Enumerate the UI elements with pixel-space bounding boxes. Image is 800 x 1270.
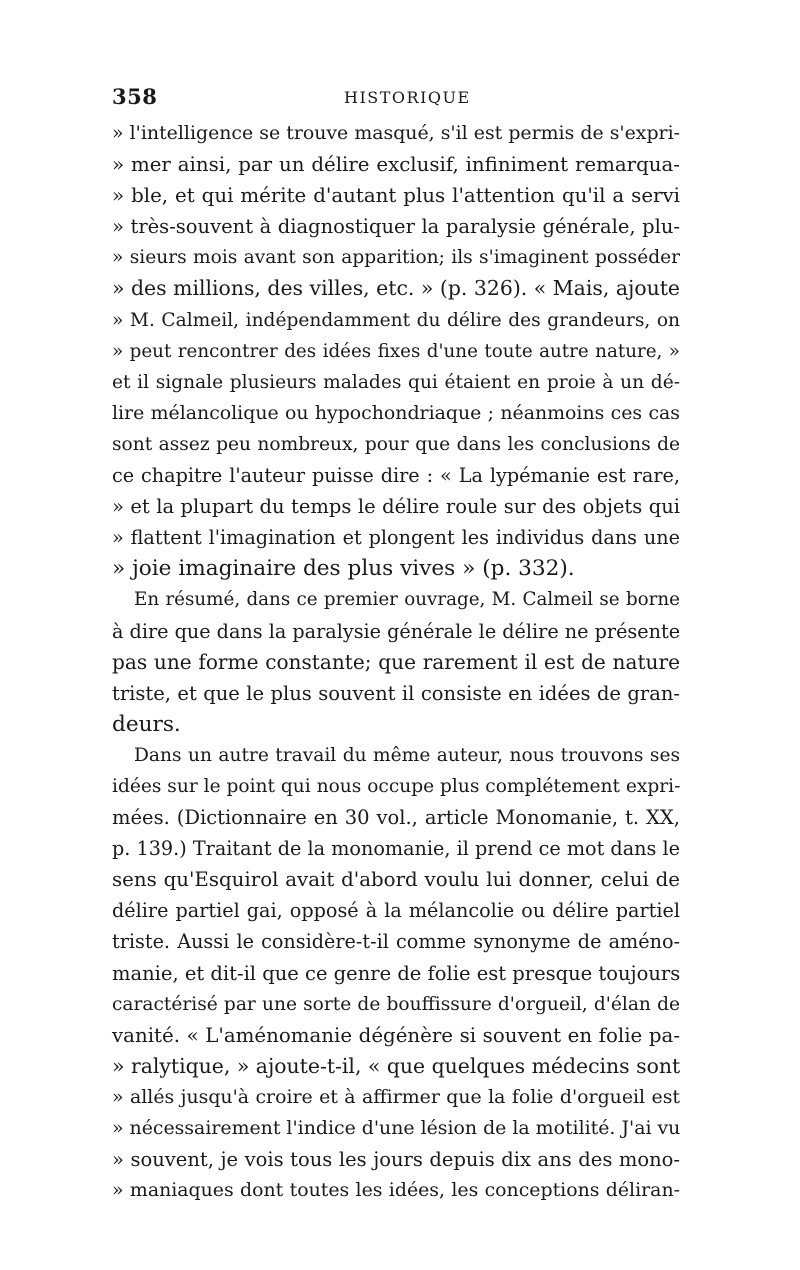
text-line: » allés jusqu'à croire et à affirmer que la folie d'orgueil est: [112, 1085, 680, 1108]
text-line: pas une forme constante; que rarement il est de nature: [112, 649, 680, 674]
text-line: » ralytique, » ajoute-t-il, « que quelques médecins sont: [112, 1053, 681, 1078]
body-text: [112, 118, 680, 1206]
text-line: vanité. « L'aménomanie dégénère si souvent en folie pa-: [112, 1023, 680, 1047]
page-number: 358: [112, 84, 158, 109]
text-line: mées. (Dictionnaire en 30 vol., article Monomanie, t. XX,: [112, 806, 680, 830]
text-line: » ble, et qui mérite d'autant plus l'attention qu'il a servi: [112, 184, 680, 208]
text-line: caractérisé par une sorte de bouffissure d'orgueil, d'élan de: [112, 993, 680, 1015]
text-line: » peut rencontrer des idées fixes d'une toute autre nature, »: [112, 340, 680, 362]
text-line: à dire que dans la paralysie générale le délire ne présente: [112, 619, 681, 643]
text-line: Dans un autre travail du même auteur, nous trouvons ses: [134, 744, 680, 766]
text-line: lire mélancolique ou hypochondriaque ; néanmoins ces cas: [112, 401, 680, 424]
text-line: idées sur le point qui nous occupe plus complétement expri-: [112, 775, 681, 797]
text-line: » sieurs mois avant son apparition; ils s'imaginent posséder: [112, 247, 680, 269]
text-line: » nécessairement l'indice d'une lésion de la motilité. J'ai vu: [112, 1117, 681, 1139]
text-line: et il signale plusieurs malades qui étaient en proie à un dé-: [112, 371, 680, 393]
text-line: » des millions, des villes, etc. » (p. 326). « Mais, ajoute: [112, 276, 680, 301]
text-line: sont assez peu nombreux, pour que dans les conclusions de: [112, 433, 680, 455]
text-line: » très-souvent à diagnostiquer la paralysie générale, plu-: [112, 215, 680, 239]
text-line: délire partiel gai, opposé à la mélancolie ou délire partiel: [112, 899, 680, 923]
text-line: » l'intelligence se trouve masqué, s'il est permis de s'expri-: [112, 122, 680, 144]
text-line: » joie imaginaire des plus vives » (p. 332).: [112, 556, 575, 582]
text-line: ce chapitre l'auteur puisse dire : « La lypémanie est rare,: [112, 464, 680, 488]
text-line: » et la plupart du temps le délire roule sur des objets qui: [112, 495, 680, 519]
text-line: » flattent l'imagination et plongent les individus dans une: [112, 526, 680, 550]
text-line: manie, et dit-il que ce genre de folie est presque toujours: [112, 961, 681, 985]
text-line: » souvent, je vois tous les jours depuis dix ans des mono-: [112, 1148, 680, 1172]
running-head: [112, 84, 682, 114]
text-line: sens qu'Esquirol avait d'abord voulu lui donner, celui de: [112, 868, 680, 892]
running-title: HISTORIQUE: [344, 88, 471, 107]
text-line: » maniaques dont toutes les idées, les conceptions déliran-: [112, 1179, 680, 1202]
text-line: p. 139.) Traitant de la monomanie, il prend ce mot dans le: [112, 837, 680, 861]
text-line: triste, et que le plus souvent il consiste en idées de gran-: [112, 681, 680, 705]
text-line: » mer ainsi, par un délire exclusif, infiniment remarqua-: [112, 153, 680, 177]
text-line: » M. Calmeil, indépendamment du délire des grandeurs, on: [112, 309, 680, 331]
text-line: deurs.: [112, 711, 181, 737]
text-line: triste. Aussi le considère-t-il comme synonyme de améno-: [112, 930, 680, 954]
text-line: En résumé, dans ce premier ouvrage, M. Calmeil se borne: [134, 589, 680, 611]
